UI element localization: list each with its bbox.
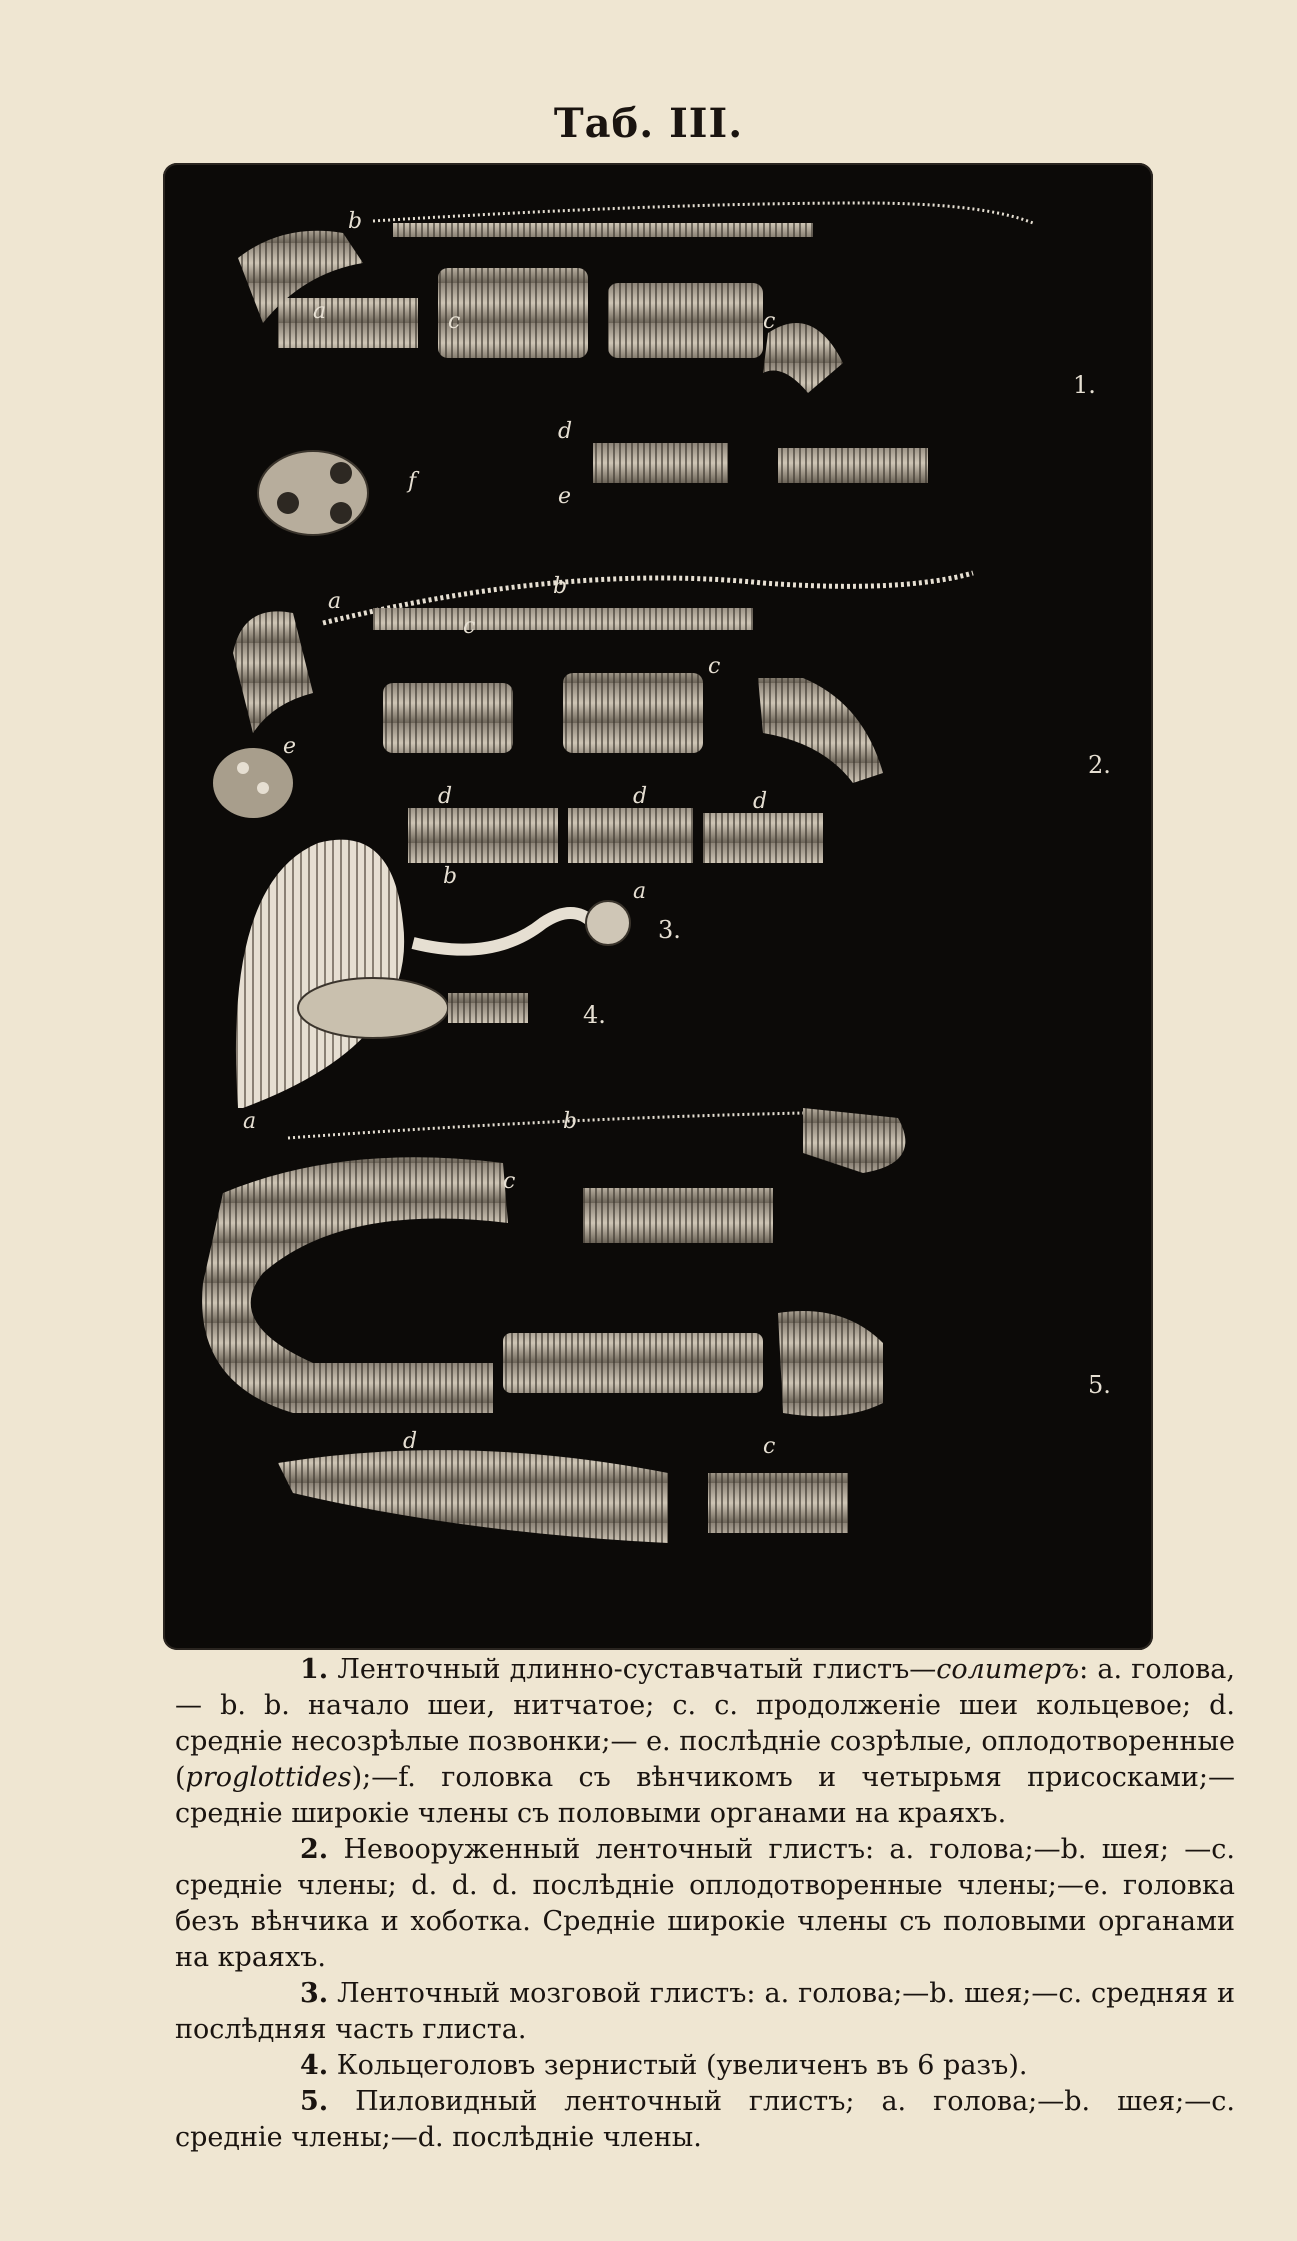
caption-text: Пиловидный ленточный глистъ; a. голова;—b. шея;—c. средніе члены;—d. послѣдніе члены. xyxy=(175,2086,1235,2153)
plate-label: c xyxy=(503,1169,516,1194)
figure-5-saw-tapeworm xyxy=(202,1108,905,1543)
fig-number-4: 4. xyxy=(583,1001,606,1029)
caption-item-5 xyxy=(175,2084,1235,2156)
caption-text: Кольцеголовъ зернистый (увеличенъ въ 6 разъ). xyxy=(336,2050,1028,2081)
plate-label: d xyxy=(633,784,648,809)
caption-number: 3. xyxy=(300,1978,329,2009)
plate-label: d xyxy=(438,784,453,809)
plate-label: c xyxy=(463,614,476,639)
caption-text: );—f. головка съ вѣнчикомъ и четырьмя присосками;— средніе широкіе члены съ половыми органами на краяхъ. xyxy=(175,1762,1235,1829)
fig-number-1: 1. xyxy=(1073,371,1096,399)
figure-caption xyxy=(175,1652,1235,2156)
plate-label: c xyxy=(763,309,776,334)
plate-label: d xyxy=(753,789,768,814)
plate-label: a xyxy=(633,879,647,904)
caption-text: Невооруженный ленточный глистъ: a. голова;—b. шея; —c. средніе члены; d. d. d. послѣдніе оплодотворенные члены;—e. головка безъ вѣнчика и хоботка. Средніе широкіе члены съ половыми органами на краяхъ. xyxy=(175,1834,1235,1973)
illustration-plate xyxy=(163,163,1153,1650)
caption-text: : a. голова,— b. b. начало шеи, нитчатое; c. c. продолженіе шеи кольцевое; d. средніе несозрѣлые позвонки;— e. послѣдніе созрѣлые, оплодотворенные ( xyxy=(175,1654,1235,1793)
figure-3-brain-tapeworm xyxy=(236,840,630,1108)
plate-label: b xyxy=(553,574,568,599)
caption-text: Ленточный мозговой глистъ: a. голова;—b. шея;—c. средняя и послѣдняя часть глиста. xyxy=(175,1978,1235,2045)
page-title: Таб. III. xyxy=(553,100,744,147)
fig-number-3: 3. xyxy=(658,916,681,944)
plate-label: e xyxy=(558,484,572,509)
plate-label: c xyxy=(448,309,461,334)
plate-label: a xyxy=(243,1109,257,1134)
caption-italic-term: солитеръ xyxy=(936,1654,1080,1685)
plate-label: d xyxy=(403,1429,418,1454)
tapeworm-engraving xyxy=(163,163,1153,1650)
plate-label: a xyxy=(313,299,327,324)
scolex-2-head xyxy=(213,748,293,818)
caption-number: 5. xyxy=(300,2086,329,2117)
scolex-1-head xyxy=(258,451,368,535)
plate-label: c xyxy=(708,654,721,679)
figure-1-solitaire xyxy=(238,203,1033,535)
plate-label: b xyxy=(348,209,363,234)
plate-label: c xyxy=(763,1434,776,1459)
plate-label: b xyxy=(443,864,458,889)
plate-label: d xyxy=(558,419,573,444)
caption-item-3 xyxy=(175,1976,1235,2048)
plate-label: b xyxy=(563,1109,578,1134)
caption-item-1 xyxy=(175,1652,1235,1832)
figure-2-unarmed-tapeworm xyxy=(213,573,973,863)
plate-label: e xyxy=(283,734,297,759)
figure-4-ringhead xyxy=(298,978,528,1038)
caption-item-2 xyxy=(175,1832,1235,1976)
fig-number-2: 2. xyxy=(1088,751,1111,779)
caption-number: 1. xyxy=(300,1654,329,1685)
caption-italic-term: proglottides xyxy=(185,1762,352,1793)
caption-number: 2. xyxy=(300,1834,329,1865)
fig-number-5: 5. xyxy=(1088,1371,1111,1399)
caption-item-4 xyxy=(175,2048,1235,2084)
plate-label: f xyxy=(408,469,417,494)
caption-number: 4. xyxy=(300,2050,329,2081)
plate-label: a xyxy=(328,589,342,614)
caption-text: Ленточный длинно-суставчатый глистъ— xyxy=(337,1654,937,1685)
